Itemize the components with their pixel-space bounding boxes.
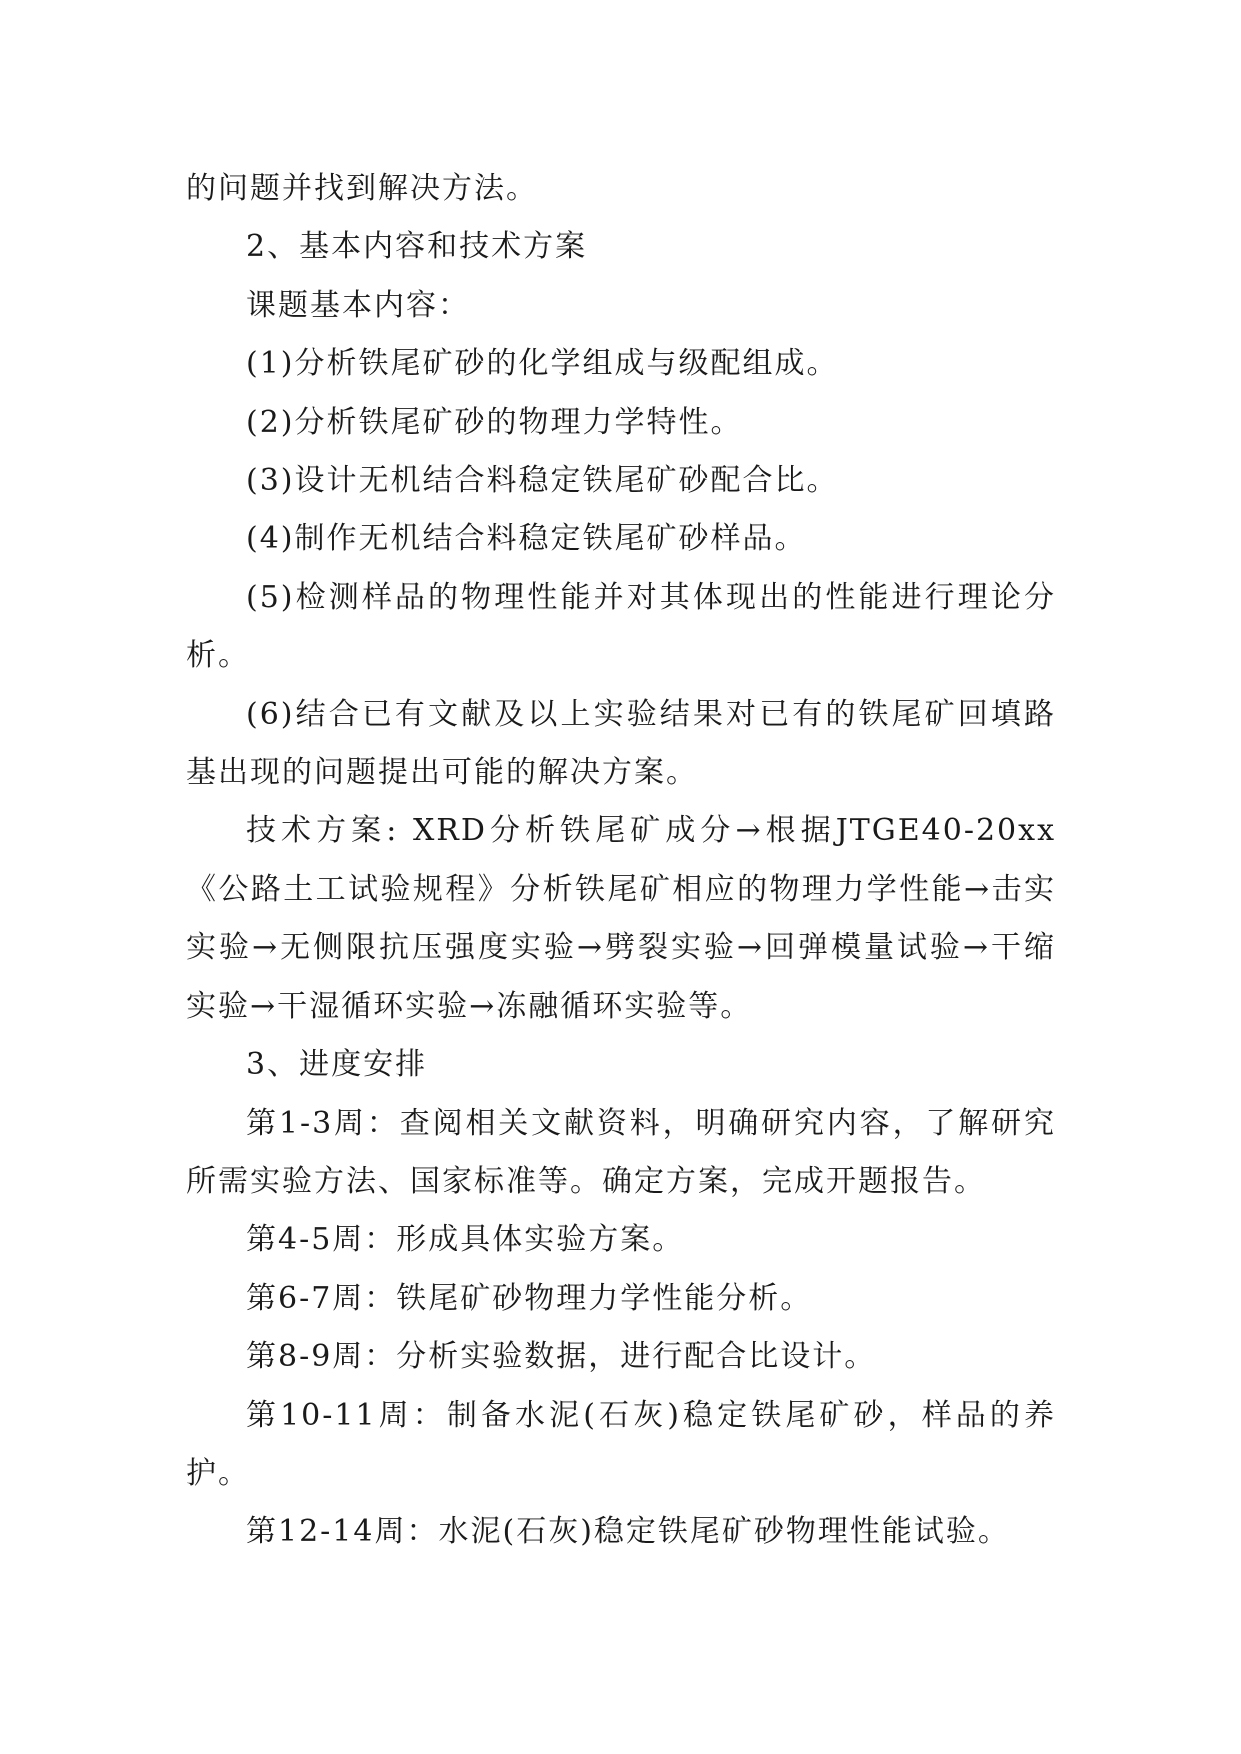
schedule-item-weeks-12-14: 第12-14周：水泥(石灰)稳定铁尾矿砂物理性能试验。 — [246, 1514, 1010, 1550]
paragraph-continuation: 的问题并找到解决方法。 — [186, 171, 538, 206]
list-item-3: (3)设计无机结合料稳定铁尾矿砂配合比。 — [246, 463, 839, 499]
list-item-2: (2)分析铁尾矿砂的物理力学特性。 — [246, 404, 743, 440]
schedule-item-weeks-1-3: 第1-3周：查阅相关文献资料，明确研究内容，了解研究所需实验方法、国家标准等。确定方案，完成开题报告。 — [186, 1105, 1056, 1199]
list-item-6: (6)结合已有文献及以上实验结果对已有的铁尾矿回填路基出现的问题提出可能的解决方案。 — [186, 696, 1056, 791]
list-item-4: (4)制作无机结合料稳定铁尾矿砂样品。 — [246, 521, 807, 557]
section-heading-schedule: 3、进度安排 — [246, 1047, 428, 1083]
document-body — [186, 160, 1056, 1562]
section-heading-content-plan: 2、基本内容和技术方案 — [246, 229, 588, 265]
schedule-item-weeks-8-9: 第8-9周：分析实验数据，进行配合比设计。 — [246, 1339, 877, 1375]
list-item-1: (1)分析铁尾矿砂的化学组成与级配组成。 — [246, 346, 839, 382]
schedule-item-weeks-4-5: 第4-5周：形成具体实验方案。 — [246, 1222, 685, 1258]
list-item-5: (5)检测样品的物理性能并对其体现出的性能进行理论分析。 — [186, 579, 1056, 674]
subheading-basic-content: 课题基本内容： — [246, 287, 470, 323]
technical-plan-paragraph: 技术方案: XRD分析铁尾矿成分→根据JTGE40-20xx《公路土工试验规程》分析铁尾矿相应的物理力学性能→击实实验→无侧限抗压强度实验→劈裂实验→回弹模量试验→干缩实验→干湿循环实验→冻融循环实验等。 — [186, 813, 1056, 1024]
schedule-item-weeks-6-7: 第6-7周：铁尾矿砂物理力学性能分析。 — [246, 1280, 813, 1316]
schedule-item-weeks-10-11: 第10-11周：制备水泥(石灰)稳定铁尾矿砂，样品的养护。 — [186, 1397, 1056, 1491]
